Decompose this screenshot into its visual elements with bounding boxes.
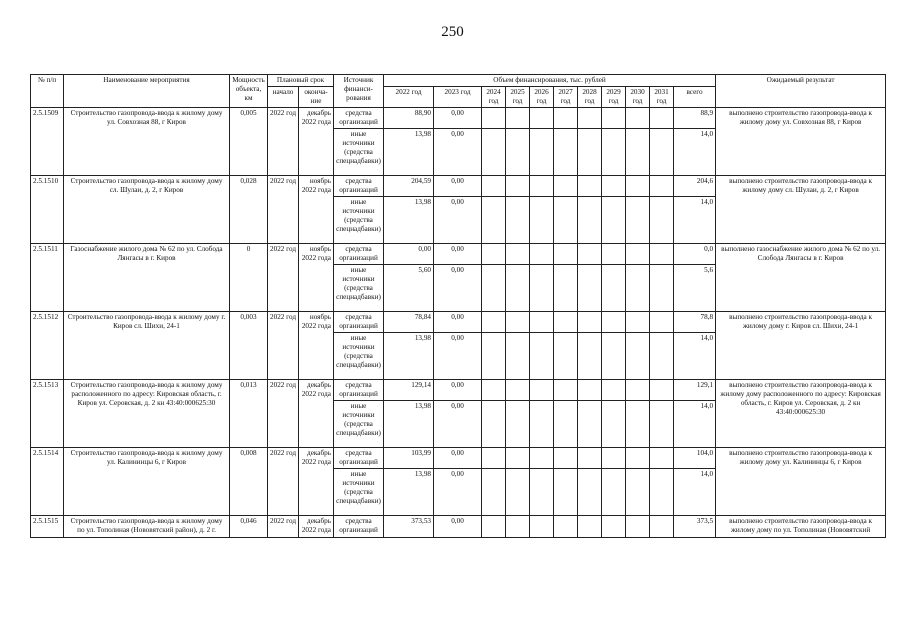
expected-result: выполнено строительство газопровода-ввода к жилому дому расположенного по адресу: Кировская область, г. Киров ул. Серовская, д. 2 кн 43:40:000625:30 — [716, 380, 886, 448]
empty-year-cell — [650, 176, 674, 197]
amount-2023: 0,00 — [434, 244, 482, 265]
empty-year-cell — [650, 380, 674, 401]
amount-2023: 0,00 — [434, 265, 482, 312]
empty-year-cell — [554, 448, 578, 469]
start-date: 2022 год — [268, 176, 299, 244]
empty-year-cell — [602, 448, 626, 469]
empty-year-cell — [578, 265, 602, 312]
row-number: 2.5.1515 — [31, 516, 64, 538]
amount-2022: 204,59 — [384, 176, 434, 197]
header-total: всего — [674, 87, 716, 108]
amount-2022: 5,60 — [384, 265, 434, 312]
amount-2022: 129,14 — [384, 380, 434, 401]
empty-year-cell — [650, 333, 674, 380]
funding-source: иные источники (средства спецнадбавки) — [334, 333, 384, 380]
header-2024: 2024 год — [482, 87, 506, 108]
amount-2023: 0,00 — [434, 197, 482, 244]
header-2030: 2030 год — [626, 87, 650, 108]
expected-result: выполнено строительство газопровода-ввода к жилому дому сл. Шулаи, д. 2, г Киров — [716, 176, 886, 244]
header-2027: 2027 год — [554, 87, 578, 108]
end-date: декабрь 2022 года — [299, 516, 334, 538]
empty-year-cell — [650, 448, 674, 469]
header-2031: 2031 год — [650, 87, 674, 108]
empty-year-cell — [554, 176, 578, 197]
funding-source: средства организаций — [334, 448, 384, 469]
empty-year-cell — [602, 129, 626, 176]
empty-year-cell — [482, 176, 506, 197]
capacity-value: 0,003 — [230, 312, 268, 380]
empty-year-cell — [578, 197, 602, 244]
empty-year-cell — [506, 244, 530, 265]
amount-total: 14,0 — [674, 197, 716, 244]
amount-total: 373,5 — [674, 516, 716, 538]
empty-year-cell — [650, 469, 674, 516]
start-date: 2022 год — [268, 380, 299, 448]
amount-2022: 88,90 — [384, 108, 434, 129]
empty-year-cell — [650, 129, 674, 176]
empty-year-cell — [626, 108, 650, 129]
empty-year-cell — [554, 401, 578, 448]
table-row — [31, 380, 886, 401]
empty-year-cell — [578, 312, 602, 333]
empty-year-cell — [554, 129, 578, 176]
empty-year-cell — [626, 380, 650, 401]
empty-year-cell — [530, 265, 554, 312]
expected-result: выполнено газоснабжение жилого дома № 62 по ул. Слобода Лянгасы в г. Киров — [716, 244, 886, 312]
empty-year-cell — [578, 108, 602, 129]
start-date: 2022 год — [268, 516, 299, 538]
page-number: 250 — [441, 24, 464, 40]
measure-name: Строительство газопровода-ввода к жилому дому ул. Калининцы 6, г Киров — [64, 448, 230, 516]
amount-total: 14,0 — [674, 401, 716, 448]
measure-name: Газоснабжение жилого дома № 62 по ул. Слобода Лянгасы в г. Киров — [64, 244, 230, 312]
empty-year-cell — [626, 448, 650, 469]
empty-year-cell — [578, 401, 602, 448]
empty-year-cell — [602, 108, 626, 129]
funding-source: иные источники (средства спецнадбавки) — [334, 129, 384, 176]
amount-total: 14,0 — [674, 469, 716, 516]
funding-source: иные источники (средства спецнадбавки) — [334, 469, 384, 516]
end-date: ноябрь 2022 года — [299, 176, 334, 244]
empty-year-cell — [482, 108, 506, 129]
empty-year-cell — [506, 265, 530, 312]
empty-year-cell — [578, 469, 602, 516]
funding-source: средства организаций — [334, 244, 384, 265]
table-row — [31, 312, 886, 333]
row-number: 2.5.1510 — [31, 176, 64, 244]
funding-source: средства организаций — [334, 176, 384, 197]
empty-year-cell — [602, 312, 626, 333]
empty-year-cell — [650, 197, 674, 244]
header-2029: 2029 год — [602, 87, 626, 108]
empty-year-cell — [506, 333, 530, 380]
amount-2023: 0,00 — [434, 108, 482, 129]
empty-year-cell — [482, 380, 506, 401]
empty-year-cell — [578, 176, 602, 197]
empty-year-cell — [602, 244, 626, 265]
empty-year-cell — [650, 265, 674, 312]
empty-year-cell — [626, 129, 650, 176]
empty-year-cell — [482, 265, 506, 312]
header-source: Источник финанси-рования — [334, 75, 384, 108]
empty-year-cell — [578, 129, 602, 176]
amount-2023: 0,00 — [434, 333, 482, 380]
empty-year-cell — [530, 244, 554, 265]
empty-year-cell — [578, 244, 602, 265]
empty-year-cell — [530, 380, 554, 401]
amount-2022: 78,84 — [384, 312, 434, 333]
empty-year-cell — [482, 333, 506, 380]
empty-year-cell — [650, 312, 674, 333]
empty-year-cell — [554, 469, 578, 516]
end-date: ноябрь 2022 года — [299, 244, 334, 312]
empty-year-cell — [530, 176, 554, 197]
empty-year-cell — [626, 176, 650, 197]
measure-name: Строительство газопровода-ввода к жилому дому ул. Совхозная 88, г Киров — [64, 108, 230, 176]
table-row — [31, 244, 886, 265]
empty-year-cell — [554, 312, 578, 333]
amount-total: 129,1 — [674, 380, 716, 401]
empty-year-cell — [626, 197, 650, 244]
measure-name: Строительство газопровода-ввода к жилому дому сл. Шулаи, д. 2, г Киров — [64, 176, 230, 244]
empty-year-cell — [602, 380, 626, 401]
amount-total: 0,0 — [674, 244, 716, 265]
amount-2022: 13,98 — [384, 197, 434, 244]
empty-year-cell — [506, 312, 530, 333]
empty-year-cell — [554, 380, 578, 401]
amount-2023: 0,00 — [434, 469, 482, 516]
amount-total: 78,8 — [674, 312, 716, 333]
measure-name: Строительство газопровода-ввода к жилому дому г. Киров сл. Шихи, 24-1 — [64, 312, 230, 380]
header-schedule: Плановый срок — [268, 75, 334, 87]
empty-year-cell — [530, 333, 554, 380]
measure-name: Строительство газопровода-ввода к жилому дому по ул. Тополиная (Нововятский район), д. 2 г. — [64, 516, 230, 538]
empty-year-cell — [530, 516, 554, 538]
empty-year-cell — [482, 129, 506, 176]
funding-source: средства организаций — [334, 108, 384, 129]
header-start: начало — [268, 87, 299, 108]
empty-year-cell — [506, 516, 530, 538]
empty-year-cell — [506, 469, 530, 516]
start-date: 2022 год — [268, 312, 299, 380]
empty-year-cell — [506, 380, 530, 401]
amount-total: 14,0 — [674, 129, 716, 176]
amount-total: 14,0 — [674, 333, 716, 380]
empty-year-cell — [506, 448, 530, 469]
empty-year-cell — [626, 401, 650, 448]
amount-2023: 0,00 — [434, 516, 482, 538]
end-date: декабрь 2022 года — [299, 448, 334, 516]
end-date: декабрь 2022 года — [299, 108, 334, 176]
funding-source: иные источники (средства спецнадбавки) — [334, 197, 384, 244]
empty-year-cell — [554, 244, 578, 265]
expected-result: выполнено строительство газопровода-ввода к жилому дому ул. Калининцы 6, г Киров — [716, 448, 886, 516]
empty-year-cell — [578, 380, 602, 401]
amount-2022: 373,53 — [384, 516, 434, 538]
empty-year-cell — [650, 516, 674, 538]
amount-2022: 13,98 — [384, 469, 434, 516]
funding-source: иные источники (средства спецнадбавки) — [334, 265, 384, 312]
empty-year-cell — [602, 401, 626, 448]
empty-year-cell — [530, 401, 554, 448]
amount-2022: 0,00 — [384, 244, 434, 265]
start-date: 2022 год — [268, 108, 299, 176]
table-row — [31, 516, 886, 538]
table-row — [31, 448, 886, 469]
table-row — [31, 108, 886, 129]
empty-year-cell — [554, 516, 578, 538]
amount-2023: 0,00 — [434, 312, 482, 333]
empty-year-cell — [506, 176, 530, 197]
empty-year-cell — [506, 129, 530, 176]
capacity-value: 0 — [230, 244, 268, 312]
empty-year-cell — [482, 401, 506, 448]
empty-year-cell — [578, 516, 602, 538]
empty-year-cell — [602, 516, 626, 538]
table-row — [31, 176, 886, 197]
start-date: 2022 год — [268, 244, 299, 312]
capacity-value: 0,046 — [230, 516, 268, 538]
empty-year-cell — [650, 244, 674, 265]
amount-2022: 13,98 — [384, 333, 434, 380]
amount-2023: 0,00 — [434, 129, 482, 176]
empty-year-cell — [530, 312, 554, 333]
empty-year-cell — [530, 108, 554, 129]
start-date: 2022 год — [268, 448, 299, 516]
amount-total: 104,0 — [674, 448, 716, 469]
capacity-value: 0,008 — [230, 448, 268, 516]
empty-year-cell — [626, 469, 650, 516]
amount-total: 5,6 — [674, 265, 716, 312]
header-num: № п/п — [31, 75, 64, 108]
empty-year-cell — [482, 312, 506, 333]
empty-year-cell — [578, 448, 602, 469]
empty-year-cell — [650, 108, 674, 129]
amount-2023: 0,00 — [434, 176, 482, 197]
capacity-value: 0,013 — [230, 380, 268, 448]
empty-year-cell — [554, 197, 578, 244]
empty-year-cell — [506, 108, 530, 129]
funding-source: средства организаций — [334, 380, 384, 401]
capacity-value: 0,005 — [230, 108, 268, 176]
funding-source: средства организаций — [334, 312, 384, 333]
header-funding: Объем финансирования, тыс. рублей — [384, 75, 716, 87]
end-date: ноябрь 2022 года — [299, 312, 334, 380]
empty-year-cell — [650, 401, 674, 448]
empty-year-cell — [482, 244, 506, 265]
header-2023: 2023 год — [434, 87, 482, 108]
header-2028: 2028 год — [578, 87, 602, 108]
empty-year-cell — [602, 333, 626, 380]
row-number: 2.5.1514 — [31, 448, 64, 516]
capacity-value: 0,028 — [230, 176, 268, 244]
empty-year-cell — [626, 244, 650, 265]
amount-2022: 13,98 — [384, 401, 434, 448]
empty-year-cell — [554, 265, 578, 312]
row-number: 2.5.1513 — [31, 380, 64, 448]
empty-year-cell — [578, 333, 602, 380]
amount-total: 204,6 — [674, 176, 716, 197]
expected-result: выполнено строительство газопровода-ввода к жилому дому г. Киров сл. Шихи, 24-1 — [716, 312, 886, 380]
header-result: Ожидаемый результат — [716, 75, 886, 108]
empty-year-cell — [602, 469, 626, 516]
amount-2023: 0,00 — [434, 380, 482, 401]
header-end: оконча-ние — [299, 87, 334, 108]
row-number: 2.5.1512 — [31, 312, 64, 380]
empty-year-cell — [602, 197, 626, 244]
funding-source: иные источники (средства спецнадбавки) — [334, 401, 384, 448]
empty-year-cell — [626, 333, 650, 380]
empty-year-cell — [626, 516, 650, 538]
empty-year-cell — [530, 448, 554, 469]
empty-year-cell — [530, 129, 554, 176]
header-2025: 2025 год — [506, 87, 530, 108]
empty-year-cell — [530, 197, 554, 244]
measure-name: Строительство газопровода-ввода к жилому дому расположенного по адресу: Кировская область, г. Киров ул. Серовская, д. 2 кн 43:40:000625:30 — [64, 380, 230, 448]
expected-result: выполнено строительство газопровода-ввода к жилому дому по ул. Тополиная (Нововятский — [716, 516, 886, 538]
row-number: 2.5.1509 — [31, 108, 64, 176]
empty-year-cell — [602, 265, 626, 312]
row-number: 2.5.1511 — [31, 244, 64, 312]
header-capacity: Мощность объекта, км — [230, 75, 268, 108]
empty-year-cell — [626, 312, 650, 333]
empty-year-cell — [482, 197, 506, 244]
empty-year-cell — [482, 469, 506, 516]
funding-source: средства организаций — [334, 516, 384, 538]
empty-year-cell — [626, 265, 650, 312]
amount-2022: 13,98 — [384, 129, 434, 176]
empty-year-cell — [602, 176, 626, 197]
header-2022: 2022 год — [384, 87, 434, 108]
empty-year-cell — [554, 108, 578, 129]
funding-table — [30, 74, 886, 538]
empty-year-cell — [506, 401, 530, 448]
empty-year-cell — [482, 448, 506, 469]
empty-year-cell — [482, 516, 506, 538]
expected-result: выполнено строительство газопровода-ввода к жилому дому ул. Совхозная 88, г Киров — [716, 108, 886, 176]
header-2026: 2026 год — [530, 87, 554, 108]
empty-year-cell — [554, 333, 578, 380]
amount-2023: 0,00 — [434, 401, 482, 448]
empty-year-cell — [530, 469, 554, 516]
amount-2023: 0,00 — [434, 448, 482, 469]
amount-2022: 103,99 — [384, 448, 434, 469]
empty-year-cell — [506, 197, 530, 244]
end-date: декабрь 2022 года — [299, 380, 334, 448]
amount-total: 88,9 — [674, 108, 716, 129]
header-name: Наименование мероприятия — [64, 75, 230, 108]
